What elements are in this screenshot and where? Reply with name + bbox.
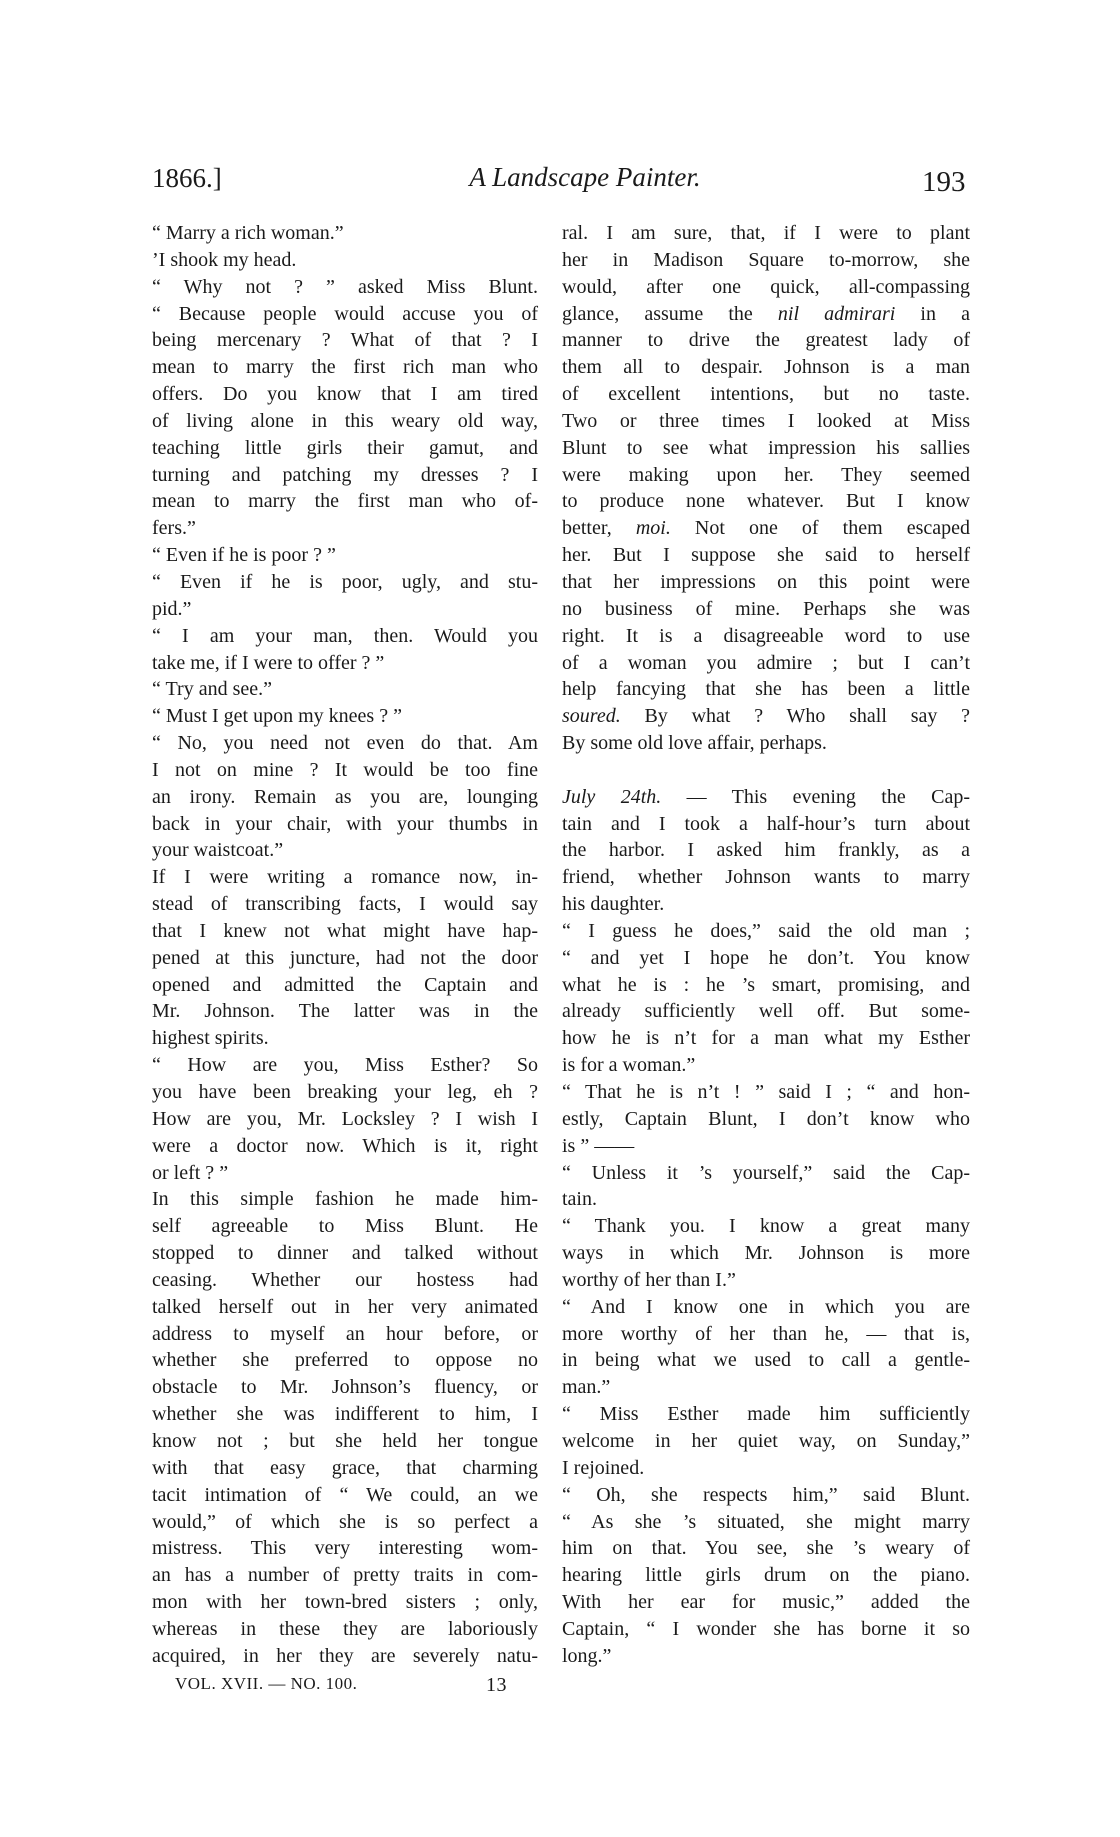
line-text: ways in which Mr. Johnson is more	[562, 1242, 970, 1265]
line-text: manner to drive the greatest lady of	[562, 329, 970, 352]
text-line	[152, 354, 538, 381]
text-line	[562, 1160, 970, 1187]
text-line	[562, 220, 970, 247]
line-text: self agreeable to Miss Blunt. He	[152, 1215, 538, 1238]
text-line	[562, 945, 970, 972]
line-text: With her ear for music,” added the	[562, 1591, 970, 1614]
text-line	[562, 1428, 970, 1455]
line-text: whereas in these they are laboriously	[152, 1617, 538, 1640]
line-text: mistress. This very interesting wom-	[152, 1537, 538, 1560]
line-text: or left ? ”	[152, 1161, 229, 1184]
text-line	[562, 569, 970, 596]
line-text: “ Try and see.”	[152, 678, 272, 701]
text-line	[562, 301, 970, 328]
line-text: Not one of them escaped	[670, 517, 970, 540]
text-line	[562, 247, 970, 274]
text-line	[152, 1186, 538, 1213]
line-text: ral. I am sure, that, if I were to plant	[562, 222, 970, 244]
line-text: were making upon her. They seemed	[562, 463, 970, 486]
text-line	[562, 837, 970, 864]
line-text: “ No, you need not even do that. Am	[152, 732, 538, 755]
right-column	[562, 220, 970, 1670]
line-text: I not on mine ? It would be too fine	[152, 758, 538, 781]
text-line	[152, 730, 538, 757]
text-line	[562, 811, 970, 838]
text-line	[562, 703, 970, 730]
text-line	[152, 1133, 538, 1160]
line-text: already sufficiently well off. But some-	[562, 1000, 970, 1023]
line-text: “ Miss Esther made him sufficiently	[562, 1403, 970, 1426]
text-line	[152, 945, 538, 972]
line-text: pid.”	[152, 597, 192, 620]
line-text: were a doctor now. Which is it, right	[152, 1134, 538, 1157]
line-text: address to myself an hour before, or	[152, 1322, 538, 1345]
line-text: “ Why not ? ” asked Miss Blunt.	[152, 275, 538, 298]
text-line	[562, 623, 970, 650]
line-text: By some old love affair, perhaps.	[562, 732, 827, 755]
line-text: no business of mine. Perhaps she was	[562, 597, 970, 620]
line-text: of living alone in this weary old way,	[152, 409, 538, 432]
text-line	[152, 301, 538, 328]
text-line	[562, 1025, 970, 1052]
text-line	[152, 1535, 538, 1562]
line-text: teaching little girls their gamut, and	[152, 436, 538, 459]
text-line	[152, 1240, 538, 1267]
text-line	[562, 1562, 970, 1589]
text-line	[152, 891, 538, 918]
line-text: back in your chair, with your thumbs in	[152, 812, 538, 835]
line-text: her. But I suppose she said to herself	[562, 544, 970, 567]
text-line	[152, 515, 538, 542]
line-text: help fancying that she has been a little	[562, 678, 970, 701]
line-text: obstacle to Mr. Johnson’s fluency, or	[152, 1376, 538, 1399]
text-line	[562, 757, 970, 784]
text-line	[562, 1079, 970, 1106]
line-text: By what ? Who shall say ?	[620, 705, 970, 728]
text-line	[562, 596, 970, 623]
line-text: “ I am your man, then. Would you	[152, 624, 538, 647]
text-line	[562, 354, 970, 381]
text-line	[152, 247, 538, 274]
line-text: that I knew not what might have hap-	[152, 919, 538, 942]
line-text: Captain, “ I wonder she has borne it so	[562, 1617, 970, 1640]
text-line	[152, 1428, 538, 1455]
text-line	[152, 220, 538, 247]
line-text: hearing little girls drum on the piano.	[562, 1564, 970, 1587]
text-line	[152, 542, 538, 569]
text-line	[152, 1509, 538, 1536]
text-line	[562, 1106, 970, 1133]
line-text: mon with her town-bred sisters ; only,	[152, 1591, 538, 1614]
line-text: the harbor. I asked him frankly, as a	[562, 839, 970, 862]
text-line	[562, 1267, 970, 1294]
text-line	[562, 1133, 970, 1160]
text-line	[562, 891, 970, 918]
text-line	[562, 1240, 970, 1267]
italic-text: soured.	[562, 705, 621, 728]
page-number: 193	[922, 166, 966, 198]
text-line	[562, 1186, 970, 1213]
line-text: “ Unless it ’s yourself,” said the Cap-	[562, 1161, 970, 1184]
text-line	[152, 1374, 538, 1401]
line-text: tain.	[562, 1188, 597, 1211]
text-line	[562, 676, 970, 703]
text-line	[152, 274, 538, 301]
text-line	[152, 1106, 538, 1133]
italic-text: nil admirari	[777, 302, 896, 325]
line-text: her in Madison Square to-morrow, she	[562, 248, 970, 271]
left-column	[152, 220, 538, 1670]
line-text: man.”	[562, 1376, 611, 1399]
italic-text: July 24th.	[562, 785, 662, 808]
text-line	[152, 650, 538, 677]
line-text: opened and admitted the Captain and	[152, 973, 538, 996]
line-text: of a woman you admire ; but I can’t	[562, 651, 970, 674]
line-text: in a	[895, 302, 970, 325]
line-text: pened at this juncture, had not the door	[152, 946, 538, 969]
text-line	[152, 1294, 538, 1321]
text-line	[562, 784, 970, 811]
text-line	[152, 1562, 538, 1589]
line-text: “ Even if he is poor, ugly, and stu-	[152, 570, 538, 593]
line-text: right. It is a disagreeable word to use	[562, 624, 970, 647]
text-line	[152, 1482, 538, 1509]
line-text: “ As she ’s situated, she might marry	[562, 1510, 970, 1533]
line-text: is for a woman.”	[562, 1054, 696, 1077]
line-text: to produce none whatever. But I know	[562, 490, 970, 513]
line-text: Two or three times I looked at Miss	[562, 409, 970, 432]
line-text: whether she was indifferent to him, I	[152, 1403, 538, 1426]
text-line	[152, 488, 538, 515]
text-line	[562, 918, 970, 945]
text-line	[152, 784, 538, 811]
line-text: them all to despair. Johnson is a man	[562, 356, 970, 379]
line-text: long.”	[562, 1644, 612, 1667]
running-head-title: A Landscape Painter.	[469, 162, 701, 192]
line-text: “ That he is n’t ! ” said I ; “ and hon-	[562, 1081, 970, 1103]
italic-text: moi.	[635, 517, 671, 540]
text-line	[152, 1401, 538, 1428]
line-text: worthy of her than I.”	[562, 1268, 736, 1291]
text-line	[562, 408, 970, 435]
line-text: stopped to dinner and talked without	[152, 1242, 538, 1265]
line-text: talked herself out in her very animated	[152, 1295, 538, 1318]
line-text: — This evening the Cap-	[661, 785, 970, 808]
text-line	[152, 1160, 538, 1187]
text-line	[152, 703, 538, 730]
line-text: mean to marry the first man who of-	[152, 490, 538, 513]
text-line	[562, 1321, 970, 1348]
line-text: what he is : he ’s smart, promising, and	[562, 973, 970, 996]
line-text: “ and yet I hope he don’t. You know	[562, 946, 970, 969]
text-line	[562, 1401, 970, 1428]
text-line	[562, 488, 970, 515]
line-text: highest spirits.	[152, 1027, 269, 1050]
line-text: “ Thank you. I know a great many	[562, 1215, 970, 1238]
line-text: tacit intimation of “ We could, an we	[152, 1483, 538, 1506]
line-text: offers. Do you know that I am tired	[152, 383, 538, 406]
text-line	[562, 864, 970, 891]
text-line	[562, 327, 970, 354]
footer-volume: VOL. XVII. — NO. 100.	[175, 1674, 358, 1693]
text-line	[562, 1535, 970, 1562]
line-text: acquired, in her they are severely natu-	[152, 1644, 538, 1667]
text-line	[562, 1052, 970, 1079]
text-line	[152, 918, 538, 945]
line-text: welcome in her quiet way, on Sunday,”	[562, 1429, 970, 1452]
text-line	[152, 462, 538, 489]
text-line	[562, 381, 970, 408]
line-text: that her impressions on this point were	[562, 570, 970, 593]
text-line	[152, 811, 538, 838]
text-line	[152, 837, 538, 864]
text-line	[562, 1616, 970, 1643]
line-text: In this simple fashion he made him-	[152, 1188, 538, 1211]
line-text: “ Because people would accuse you of	[152, 302, 538, 325]
text-line	[562, 1213, 970, 1240]
line-text: “ I guess he does,” said the old man ;	[562, 919, 970, 942]
line-text: fers.”	[152, 517, 196, 540]
line-text: Mr. Johnson. The latter was in the	[152, 1000, 538, 1023]
text-line	[562, 972, 970, 999]
text-line	[152, 1079, 538, 1106]
line-text: is ” ——	[562, 1134, 635, 1157]
line-text: If I were writing a romance now, in-	[152, 866, 538, 889]
line-text: an has a number of pretty traits in com-	[152, 1564, 538, 1587]
text-line	[152, 1213, 538, 1240]
line-text: him on that. You see, she ’s weary of	[562, 1537, 970, 1560]
line-text: an irony. Remain as you are, lounging	[152, 785, 538, 808]
line-text: ceasing. Whether our hostess had	[152, 1268, 538, 1291]
line-text: better,	[562, 517, 636, 540]
line-text: stead of transcribing facts, I would say	[152, 893, 538, 916]
text-line	[152, 1616, 538, 1643]
text-line	[562, 1509, 970, 1536]
line-text: more worthy of her than he, — that is,	[562, 1322, 970, 1345]
text-line	[562, 515, 970, 542]
text-line	[562, 542, 970, 569]
line-text: how he is n’t for a man what my Esther	[562, 1027, 970, 1050]
line-text: take me, if I were to offer ? ”	[152, 651, 385, 674]
text-line	[152, 381, 538, 408]
text-line	[562, 1482, 970, 1509]
line-text: you have been breaking your leg, eh ?	[152, 1081, 538, 1103]
line-text: mean to marry the first rich man who	[152, 356, 538, 379]
text-line	[152, 596, 538, 623]
text-line	[562, 1455, 970, 1482]
line-text: “ Must I get upon my knees ? ”	[152, 705, 402, 728]
text-line	[152, 1589, 538, 1616]
text-line	[152, 972, 538, 999]
text-line	[152, 1267, 538, 1294]
line-text: glance, assume the	[562, 302, 778, 325]
text-line	[152, 1321, 538, 1348]
line-text: “ And I know one in which you are	[562, 1295, 970, 1318]
line-text: “ Marry a rich woman.”	[152, 222, 344, 244]
line-text: whether she preferred to oppose no	[152, 1349, 538, 1372]
line-text: Blunt to see what impression his sallies	[562, 436, 970, 459]
text-line	[562, 730, 970, 757]
text-line	[152, 408, 538, 435]
text-line	[562, 650, 970, 677]
text-line	[152, 757, 538, 784]
text-line	[562, 1294, 970, 1321]
line-text: would, after one quick, all-compassing	[562, 275, 970, 298]
text-line	[562, 462, 970, 489]
line-text: with that easy grace, that charming	[152, 1456, 538, 1479]
line-text: his daughter.	[562, 893, 665, 916]
line-text: estly, Captain Blunt, I don’t know who	[562, 1107, 970, 1130]
text-line	[562, 998, 970, 1025]
footer-signature-mark: 13	[486, 1674, 507, 1696]
line-text: How are you, Mr. Locksley ? I wish I	[152, 1107, 538, 1130]
text-line	[562, 1589, 970, 1616]
running-head-year: 1866.]	[152, 163, 222, 193]
text-line	[152, 998, 538, 1025]
text-line	[562, 435, 970, 462]
text-line	[562, 274, 970, 301]
line-text: ’I shook my head.	[152, 248, 297, 271]
line-text: would,” of which she is so perfect a	[152, 1510, 538, 1533]
line-text: being mercenary ? What of that ? I	[152, 329, 538, 352]
text-line	[152, 435, 538, 462]
text-line	[562, 1374, 970, 1401]
text-line	[152, 1025, 538, 1052]
line-text: turning and patching my dresses ? I	[152, 463, 538, 486]
line-text: your waistcoat.”	[152, 839, 284, 862]
line-text: “ Even if he is poor ? ”	[152, 544, 336, 567]
text-line	[152, 1643, 538, 1670]
line-text: in being what we used to call a gentle-	[562, 1349, 970, 1372]
text-line	[562, 1347, 970, 1374]
line-text: “ Oh, she respects him,” said Blunt.	[562, 1483, 970, 1506]
text-line	[152, 864, 538, 891]
text-line	[152, 676, 538, 703]
line-text: know not ; but she held her tongue	[152, 1429, 538, 1452]
text-line	[152, 1347, 538, 1374]
line-text: friend, whether Johnson wants to marry	[562, 866, 970, 889]
text-line	[152, 1455, 538, 1482]
line-text: tain and I took a half-hour’s turn about	[562, 812, 970, 835]
text-line	[562, 1643, 970, 1670]
text-line	[152, 1052, 538, 1079]
text-line	[152, 569, 538, 596]
line-text: of excellent intentions, but no taste.	[562, 383, 970, 406]
text-line	[152, 623, 538, 650]
line-text: “ How are you, Miss Esther? So	[152, 1054, 538, 1077]
line-text: I rejoined.	[562, 1456, 645, 1479]
text-line	[152, 327, 538, 354]
